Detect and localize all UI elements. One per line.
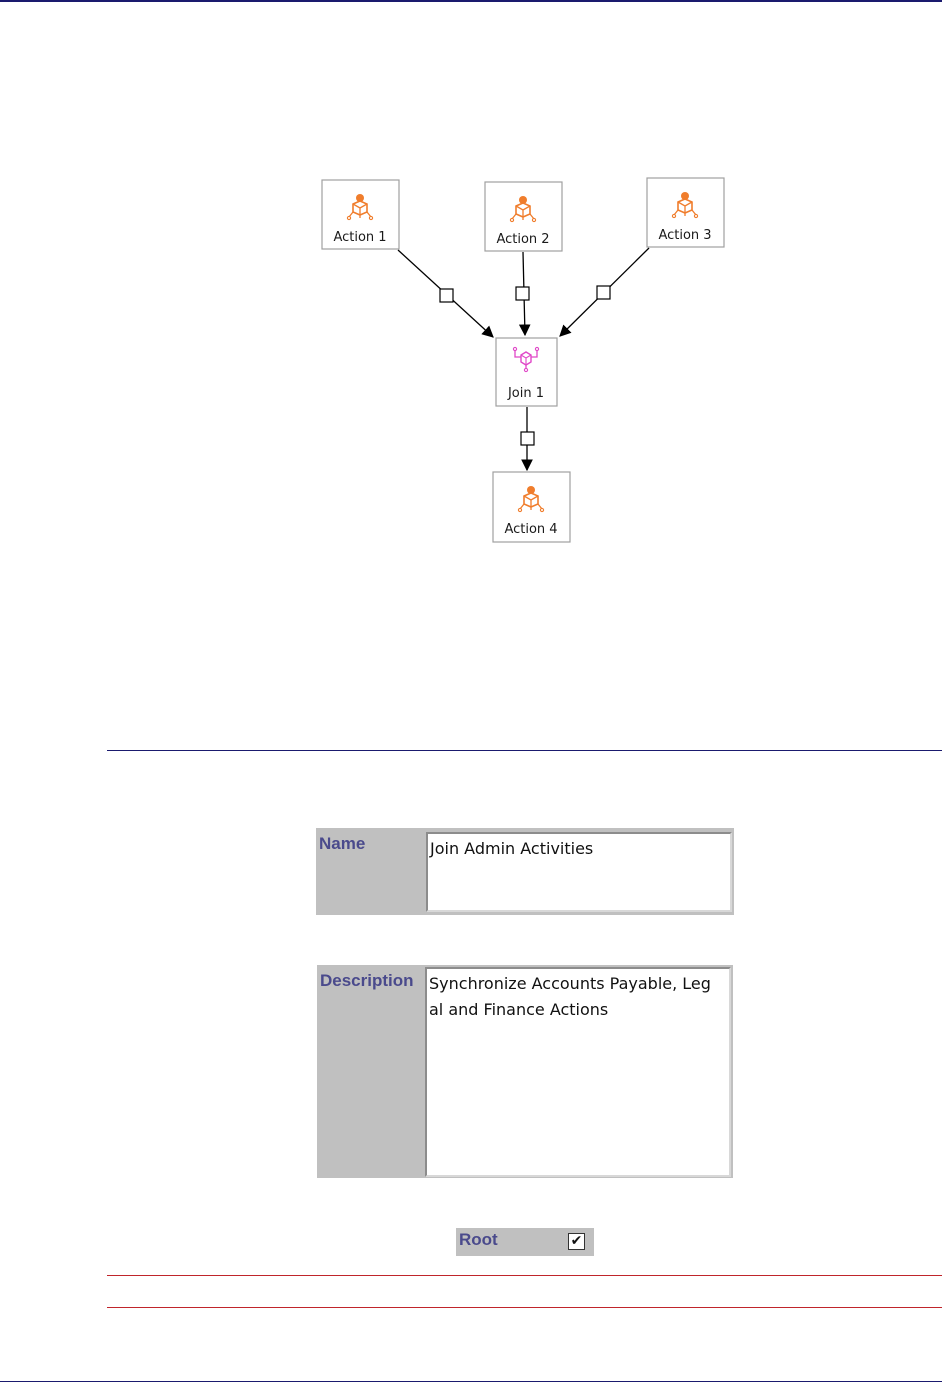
name-label: Name [319,834,366,853]
name-field[interactable]: Join Admin Activities [426,832,732,912]
node-label: Join 1 [507,386,545,401]
node-label: Action 4 [504,522,558,537]
node-label: Action 3 [658,228,712,243]
root-checkbox[interactable]: ✔ [568,1233,585,1250]
edge-connector[interactable] [597,286,610,299]
edge-connector[interactable] [521,432,534,445]
edge-action2-join1 [516,252,529,335]
edge-connector[interactable] [516,287,529,300]
name-property-panel [316,828,734,915]
edge-connector[interactable] [440,289,453,302]
section-rule [107,750,942,751]
edge-action1-join1 [398,250,493,337]
red-rule-bottom [107,1307,942,1308]
edge-action3-join1 [560,248,649,336]
node-label: Action 2 [496,232,550,247]
bottom-rule [0,1381,942,1382]
node-label: Action 1 [333,230,387,245]
node-join-1[interactable] [496,338,557,406]
description-field[interactable]: Synchronize Accounts Payable, Leg al and Finance Actions [425,967,731,1177]
node-action-4[interactable] [493,472,570,542]
node-action-2[interactable] [485,182,562,251]
red-rule-top [107,1275,942,1276]
description-property-panel [317,965,733,1178]
workflow-diagram [0,0,942,600]
node-action-3[interactable] [647,178,724,247]
root-label: Root [459,1230,498,1249]
edge-join1-action4 [521,407,534,470]
node-action-1[interactable] [322,180,399,249]
description-label: Description [320,971,414,990]
root-property-panel [456,1228,594,1256]
